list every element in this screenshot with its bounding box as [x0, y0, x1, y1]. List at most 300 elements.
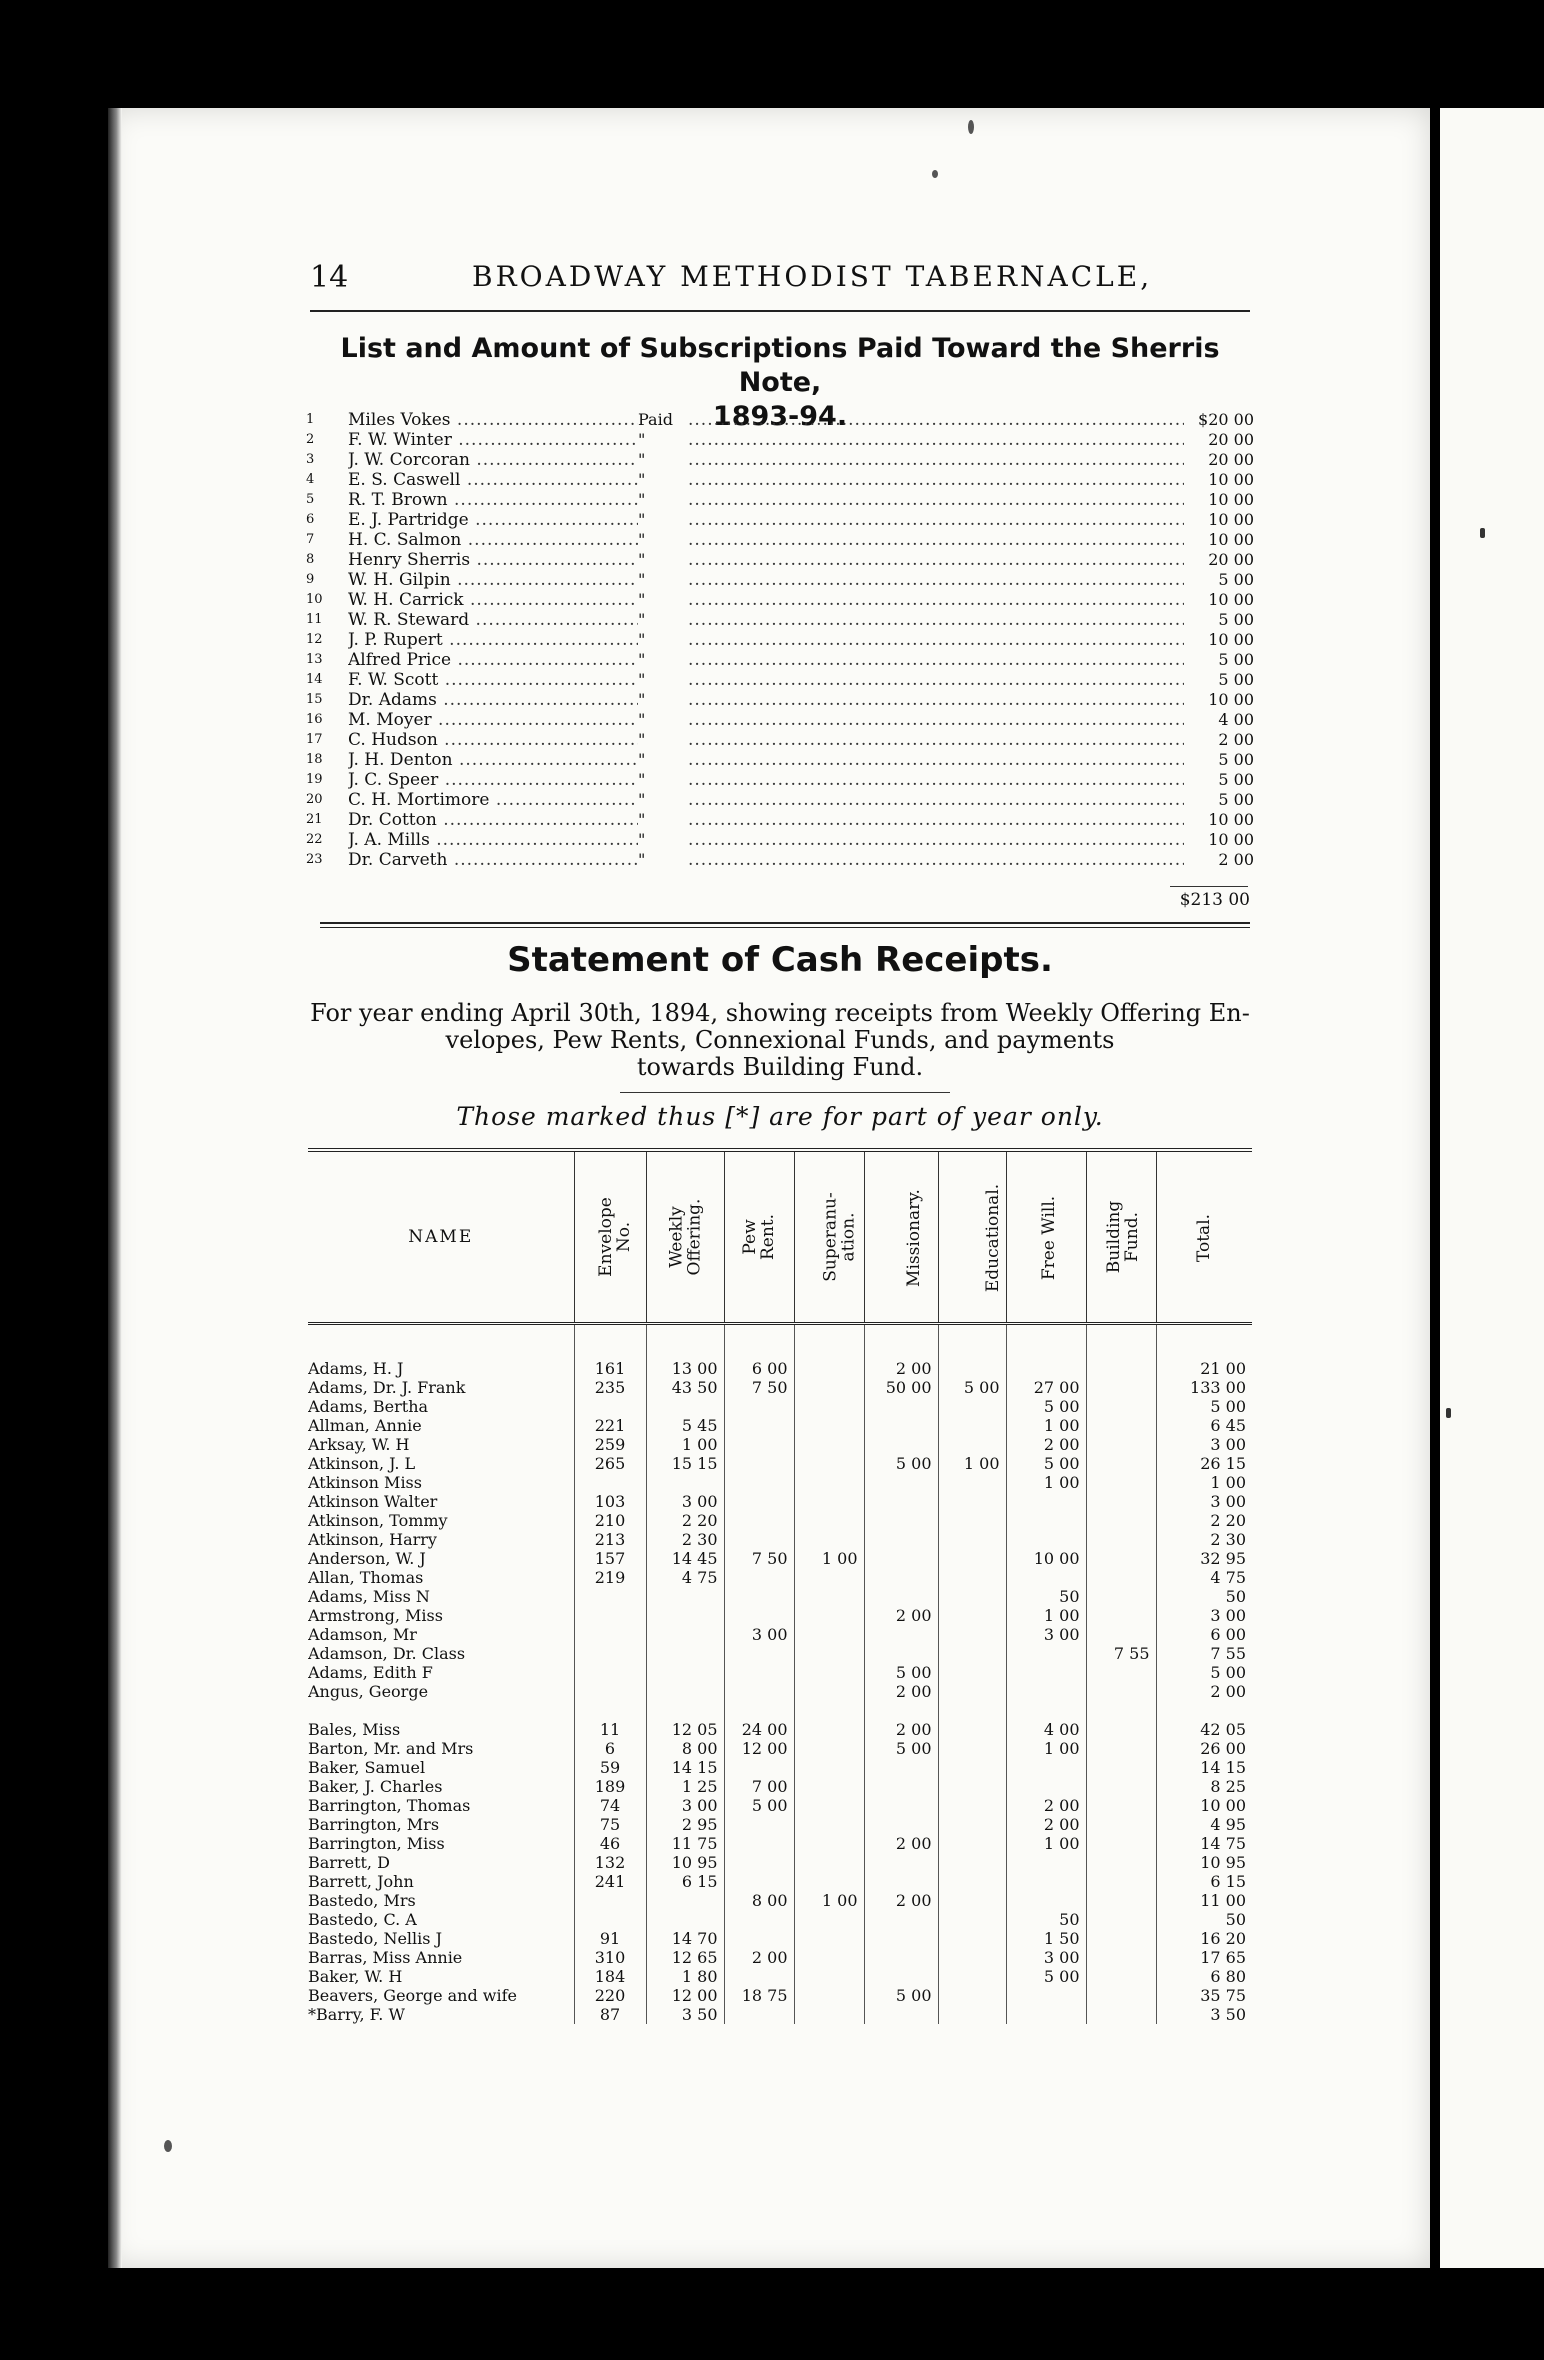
- paid-marker: ": [638, 650, 646, 669]
- free-will: [1006, 1644, 1086, 1663]
- weekly-offering: 3 00: [646, 1796, 724, 1815]
- spacer-cell: [1156, 1324, 1252, 1360]
- subscription-amount: 5 00: [1218, 650, 1254, 669]
- table-row: [308, 1663, 1252, 1682]
- row-total: 3 00: [1156, 1492, 1252, 1511]
- dot-leader: [688, 410, 1184, 430]
- row-total: 6 15: [1156, 1872, 1252, 1891]
- superannuation: [794, 1644, 864, 1663]
- row-total: 8 25: [1156, 1777, 1252, 1796]
- envelope-no: [574, 1910, 646, 1929]
- envelope-no: 161: [574, 1359, 646, 1378]
- column-header-superannuation: Superanu- ation.: [794, 1150, 864, 1324]
- row-total: 4 75: [1156, 1568, 1252, 1587]
- subscription-amount: 10 00: [1208, 530, 1254, 549]
- envelope-no: 132: [574, 1853, 646, 1872]
- missionary: [864, 1625, 938, 1644]
- dot-leader: [688, 770, 1184, 790]
- missionary: 2 00: [864, 1682, 938, 1701]
- educational: [938, 1397, 1006, 1416]
- building-fund: [1086, 1910, 1156, 1929]
- free-will: 1 00: [1006, 1834, 1086, 1853]
- subscription-amount: 4 00: [1218, 710, 1254, 729]
- spacer-cell: [724, 1701, 794, 1720]
- educational: [938, 1891, 1006, 1910]
- weekly-offering: [646, 1397, 724, 1416]
- weekly-offering: 10 95: [646, 1853, 724, 1872]
- envelope-no: 241: [574, 1872, 646, 1891]
- row-total: 26 00: [1156, 1739, 1252, 1758]
- weekly-offering: 12 65: [646, 1948, 724, 1967]
- row-total: 26 15: [1156, 1454, 1252, 1473]
- weekly-offering: 11 75: [646, 1834, 724, 1853]
- table-row: [308, 1397, 1252, 1416]
- cash-receipts-table: [308, 1148, 1252, 2024]
- dot-leader: [688, 590, 1184, 610]
- row-total: 6 00: [1156, 1625, 1252, 1644]
- superannuation: [794, 1853, 864, 1872]
- free-will: 1 00: [1006, 1739, 1086, 1758]
- educational: [938, 1929, 1006, 1948]
- spacer-cell: [864, 1324, 938, 1360]
- subscription-row: [306, 770, 1254, 790]
- pew-rent: [724, 1587, 794, 1606]
- envelope-no: 59: [574, 1758, 646, 1777]
- subscription-amount: 10 00: [1208, 490, 1254, 509]
- subscription-amount: 5 00: [1218, 610, 1254, 629]
- envelope-no: 235: [574, 1378, 646, 1397]
- pew-rent: 6 00: [724, 1359, 794, 1378]
- ink-speck: [1446, 1408, 1451, 1418]
- envelope-no: 91: [574, 1929, 646, 1948]
- building-fund: [1086, 1986, 1156, 2005]
- subscriber-name: Dr. Carveth .....: [348, 850, 638, 870]
- educational: [938, 1910, 1006, 1929]
- free-will: 2 00: [1006, 1815, 1086, 1834]
- missionary: 2 00: [864, 1720, 938, 1739]
- subscriber-name: Alfred Price .....: [348, 650, 638, 670]
- free-will: 3 00: [1006, 1948, 1086, 1967]
- weekly-offering: 13 00: [646, 1359, 724, 1378]
- row-total: 1 00: [1156, 1473, 1252, 1492]
- free-will: [1006, 1777, 1086, 1796]
- subscription-index: 10: [306, 592, 323, 607]
- building-fund: [1086, 1359, 1156, 1378]
- subscriber-name: Henry Sherris .....: [348, 550, 638, 570]
- envelope-no: 157: [574, 1549, 646, 1568]
- dot-leader: [688, 450, 1184, 470]
- member-name: Atkinson, J. L: [308, 1454, 416, 1473]
- missionary: [864, 1397, 938, 1416]
- subscriber-name: J. W. Corcoran .....: [348, 450, 638, 470]
- superannuation: [794, 1815, 864, 1834]
- subscription-index: 11: [306, 612, 323, 627]
- subscriber-name: Dr. Cotton .....: [348, 810, 638, 830]
- subscription-row: [306, 510, 1254, 530]
- weekly-offering: [646, 1473, 724, 1492]
- subscriptions-year: 1893-94.: [712, 401, 848, 432]
- building-fund: [1086, 1682, 1156, 1701]
- spacer-cell: [938, 1324, 1006, 1360]
- table-row: [308, 1416, 1252, 1435]
- subscription-row: [306, 710, 1254, 730]
- member-name: Bastedo, Nellis J: [308, 1929, 442, 1948]
- building-fund: [1086, 1397, 1156, 1416]
- column-header-name: NAME: [308, 1150, 574, 1324]
- subscriber-name: M. Moyer .....: [348, 710, 638, 730]
- educational: [938, 1549, 1006, 1568]
- subscription-index: 13: [306, 652, 323, 667]
- missionary: [864, 1758, 938, 1777]
- subscription-index: 20: [306, 792, 323, 807]
- subscriber-name: Dr. Adams .....: [348, 690, 638, 710]
- pew-rent: [724, 1568, 794, 1587]
- building-fund: [1086, 1378, 1156, 1397]
- paid-marker: Paid: [638, 410, 673, 429]
- missionary: 2 00: [864, 1606, 938, 1625]
- envelope-no: 213: [574, 1530, 646, 1549]
- paid-marker: ": [638, 510, 646, 529]
- weekly-offering: 2 30: [646, 1530, 724, 1549]
- weekly-offering: [646, 1587, 724, 1606]
- spacer-cell: [574, 1324, 646, 1360]
- building-fund: [1086, 2005, 1156, 2024]
- subscriber-name: R. T. Brown .....: [348, 490, 638, 510]
- table-row: [308, 1910, 1252, 1929]
- table-row: [308, 1492, 1252, 1511]
- cash-receipts-intro: [305, 1000, 1255, 1081]
- subscription-amount: 20 00: [1208, 550, 1254, 569]
- member-name: Atkinson Miss: [308, 1473, 422, 1492]
- missionary: [864, 1416, 938, 1435]
- pew-rent: 7 50: [724, 1378, 794, 1397]
- dot-leader: [688, 610, 1184, 630]
- dot-leader: [688, 510, 1184, 530]
- superannuation: [794, 1530, 864, 1549]
- missionary: 5 00: [864, 1739, 938, 1758]
- subscription-index: 7: [306, 532, 315, 547]
- subscription-amount: 5 00: [1218, 670, 1254, 689]
- educational: [938, 1872, 1006, 1891]
- table-row: [308, 1568, 1252, 1587]
- member-name: Bales, Miss: [308, 1720, 401, 1739]
- pew-rent: [724, 1834, 794, 1853]
- table-row: [308, 1777, 1252, 1796]
- subscriber-name: J. H. Denton .....: [348, 750, 638, 770]
- missionary: [864, 1644, 938, 1663]
- table-row: [308, 1435, 1252, 1454]
- table-row: [308, 1720, 1252, 1739]
- spacer-cell: [794, 1701, 864, 1720]
- row-total: 50: [1156, 1587, 1252, 1606]
- superannuation: [794, 1587, 864, 1606]
- superannuation: [794, 1359, 864, 1378]
- subscription-row: [306, 450, 1254, 470]
- superannuation: [794, 1454, 864, 1473]
- subscription-row: [306, 730, 1254, 750]
- pew-rent: [724, 1967, 794, 1986]
- building-fund: 7 55: [1086, 1644, 1156, 1663]
- paid-marker: ": [638, 570, 646, 589]
- superannuation: [794, 1663, 864, 1682]
- subscription-amount: 10 00: [1208, 810, 1254, 829]
- dot-leader: [688, 430, 1184, 450]
- pew-rent: [724, 1473, 794, 1492]
- envelope-no: 221: [574, 1416, 646, 1435]
- paid-marker: ": [638, 630, 646, 649]
- weekly-offering: 14 45: [646, 1549, 724, 1568]
- section-divider: [320, 922, 1250, 928]
- partial-year-note: Those marked thus [*] are for part of year only.: [456, 1102, 1104, 1131]
- superannuation: [794, 1568, 864, 1587]
- free-will: 2 00: [1006, 1796, 1086, 1815]
- cash-receipts-table-wrap: [308, 1148, 1252, 2024]
- table-row: [308, 1473, 1252, 1492]
- subscription-row: [306, 810, 1254, 830]
- table-row: [308, 1853, 1252, 1872]
- adjacent-page-edge: [1440, 108, 1544, 2268]
- free-will: [1006, 1492, 1086, 1511]
- pew-rent: [724, 2005, 794, 2024]
- row-total: 6 80: [1156, 1967, 1252, 1986]
- spacer-cell: [574, 1701, 646, 1720]
- missionary: [864, 1435, 938, 1454]
- pew-rent: [724, 1758, 794, 1777]
- column-header-total: Total.: [1156, 1150, 1252, 1324]
- paid-marker: ": [638, 710, 646, 729]
- free-will: [1006, 1568, 1086, 1587]
- educational: [938, 1720, 1006, 1739]
- subscription-index: 23: [306, 852, 323, 867]
- free-will: 3 00: [1006, 1625, 1086, 1644]
- missionary: 5 00: [864, 1454, 938, 1473]
- subscriber-name: E. S. Caswell .....: [348, 470, 638, 490]
- envelope-no: 184: [574, 1967, 646, 1986]
- building-fund: [1086, 1511, 1156, 1530]
- dot-leader: [688, 650, 1184, 670]
- envelope-no: [574, 1397, 646, 1416]
- free-will: [1006, 1872, 1086, 1891]
- dot-leader: [688, 830, 1184, 850]
- subscriber-name: W. H. Gilpin .....: [348, 570, 638, 590]
- subscription-index: 17: [306, 732, 323, 747]
- building-fund: [1086, 1568, 1156, 1587]
- pew-rent: 8 00: [724, 1891, 794, 1910]
- building-fund: [1086, 1549, 1156, 1568]
- subscription-row: [306, 470, 1254, 490]
- pew-rent: [724, 1853, 794, 1872]
- subscription-amount: 10 00: [1208, 690, 1254, 709]
- row-total: 7 55: [1156, 1644, 1252, 1663]
- building-fund: [1086, 1473, 1156, 1492]
- member-name: Barrett, D: [308, 1853, 390, 1872]
- educational: [938, 1587, 1006, 1606]
- free-will: [1006, 2005, 1086, 2024]
- superannuation: [794, 1416, 864, 1435]
- table-row: [308, 2005, 1252, 2024]
- pew-rent: [724, 1511, 794, 1530]
- row-total: 42 05: [1156, 1720, 1252, 1739]
- row-total: 2 30: [1156, 1530, 1252, 1549]
- pew-rent: [724, 1663, 794, 1682]
- superannuation: [794, 1796, 864, 1815]
- superannuation: [794, 2005, 864, 2024]
- educational: [938, 1568, 1006, 1587]
- building-fund: [1086, 1606, 1156, 1625]
- building-fund: [1086, 1891, 1156, 1910]
- paid-marker: ": [638, 610, 646, 629]
- envelope-no: 219: [574, 1568, 646, 1587]
- table-row: [308, 1929, 1252, 1948]
- subscription-amount: 20 00: [1208, 450, 1254, 469]
- subscription-index: 3: [306, 452, 315, 467]
- row-total: 16 20: [1156, 1929, 1252, 1948]
- weekly-offering: [646, 1910, 724, 1929]
- table-row: [308, 1872, 1252, 1891]
- pew-rent: [724, 1682, 794, 1701]
- subscription-amount: 2 00: [1218, 850, 1254, 869]
- member-name: Adams, Miss N: [308, 1587, 430, 1606]
- educational: [938, 1853, 1006, 1872]
- intro-line: velopes, Pew Rents, Connexional Funds, and payments: [445, 1026, 1115, 1054]
- spacer-cell: [794, 1324, 864, 1360]
- educational: [938, 1416, 1006, 1435]
- subscription-index: 22: [306, 832, 323, 847]
- member-name: Baker, Samuel: [308, 1758, 426, 1777]
- paid-marker: ": [638, 750, 646, 769]
- table-row: [308, 1644, 1252, 1663]
- envelope-no: 210: [574, 1511, 646, 1530]
- subscription-row: [306, 690, 1254, 710]
- building-fund: [1086, 1530, 1156, 1549]
- superannuation: [794, 1948, 864, 1967]
- educational: [938, 1948, 1006, 1967]
- subscription-amount: 10 00: [1208, 590, 1254, 609]
- spacer-cell: [646, 1701, 724, 1720]
- subscription-row: [306, 530, 1254, 550]
- missionary: 5 00: [864, 1986, 938, 2005]
- paid-marker: ": [638, 830, 646, 849]
- member-name: Adams, H. J: [308, 1359, 404, 1378]
- subscription-row: [306, 610, 1254, 630]
- paid-marker: ": [638, 770, 646, 789]
- superannuation: [794, 1872, 864, 1891]
- paid-marker: ": [638, 790, 646, 809]
- row-total: 5 00: [1156, 1397, 1252, 1416]
- subscription-index: 16: [306, 712, 323, 727]
- building-fund: [1086, 1663, 1156, 1682]
- educational: [938, 1739, 1006, 1758]
- missionary: 5 00: [864, 1663, 938, 1682]
- member-name: Anderson, W. J: [308, 1549, 426, 1568]
- scan-speck: [968, 120, 974, 134]
- envelope-no: 259: [574, 1435, 646, 1454]
- envelope-no: [574, 1473, 646, 1492]
- superannuation: [794, 1682, 864, 1701]
- building-fund: [1086, 1796, 1156, 1815]
- building-fund: [1086, 1815, 1156, 1834]
- member-name: Adamson, Mr: [308, 1625, 417, 1644]
- envelope-no: 87: [574, 2005, 646, 2024]
- paid-marker: ": [638, 530, 646, 549]
- building-fund: [1086, 1758, 1156, 1777]
- table-row: [308, 1815, 1252, 1834]
- column-header-building-fund: Building Fund.: [1086, 1150, 1156, 1324]
- subscription-row: [306, 490, 1254, 510]
- weekly-offering: 12 05: [646, 1720, 724, 1739]
- weekly-offering: 4 75: [646, 1568, 724, 1587]
- member-name: Bastedo, Mrs: [308, 1891, 416, 1910]
- dot-leader: [688, 630, 1184, 650]
- building-fund: [1086, 1435, 1156, 1454]
- building-fund: [1086, 1739, 1156, 1758]
- free-will: [1006, 1359, 1086, 1378]
- superannuation: [794, 1834, 864, 1853]
- dot-leader: [688, 730, 1184, 750]
- pew-rent: 24 00: [724, 1720, 794, 1739]
- table-row: [308, 1796, 1252, 1815]
- subscription-row: [306, 670, 1254, 690]
- member-name: Barrington, Miss: [308, 1834, 445, 1853]
- row-total: 10 95: [1156, 1853, 1252, 1872]
- paid-marker: ": [638, 670, 646, 689]
- member-name: Angus, George: [308, 1682, 429, 1701]
- weekly-offering: 1 80: [646, 1967, 724, 1986]
- weekly-offering: 12 00: [646, 1986, 724, 2005]
- free-will: 27 00: [1006, 1378, 1086, 1397]
- spacer-cell: [308, 1324, 574, 1360]
- educational: [938, 1796, 1006, 1815]
- paid-marker: ": [638, 430, 646, 449]
- educational: [938, 1682, 1006, 1701]
- subscription-amount: 20 00: [1208, 430, 1254, 449]
- missionary: 2 00: [864, 1891, 938, 1910]
- pew-rent: [724, 1910, 794, 1929]
- weekly-offering: [646, 1606, 724, 1625]
- table-row: [308, 1549, 1252, 1568]
- column-header-free-will: Free Will.: [1006, 1150, 1086, 1324]
- row-total: 3 00: [1156, 1606, 1252, 1625]
- row-total: 4 95: [1156, 1815, 1252, 1834]
- building-fund: [1086, 1948, 1156, 1967]
- subscription-index: 2: [306, 432, 315, 447]
- building-fund: [1086, 1777, 1156, 1796]
- building-fund: [1086, 1929, 1156, 1948]
- intro-line: For year ending April 30th, 1894, showing receipts from Weekly Offering En-: [310, 999, 1250, 1027]
- educational: [938, 1511, 1006, 1530]
- pew-rent: 3 00: [724, 1625, 794, 1644]
- weekly-offering: [646, 1682, 724, 1701]
- missionary: [864, 1796, 938, 1815]
- subscription-amount: 10 00: [1208, 510, 1254, 529]
- row-total: 14 15: [1156, 1758, 1252, 1777]
- pew-rent: [724, 1454, 794, 1473]
- table-row: [308, 1530, 1252, 1549]
- envelope-no: 220: [574, 1986, 646, 2005]
- subscription-index: 12: [306, 632, 323, 647]
- missionary: [864, 2005, 938, 2024]
- subscription-row: [306, 750, 1254, 770]
- envelope-no: [574, 1606, 646, 1625]
- scan-speck: [164, 2140, 172, 2152]
- spacer-cell: [938, 1701, 1006, 1720]
- missionary: [864, 1549, 938, 1568]
- pew-rent: 18 75: [724, 1986, 794, 2005]
- paid-marker: ": [638, 850, 646, 869]
- educational: [938, 1644, 1006, 1663]
- educational: [938, 1815, 1006, 1834]
- subscriptions-total: $213 00: [1179, 890, 1250, 910]
